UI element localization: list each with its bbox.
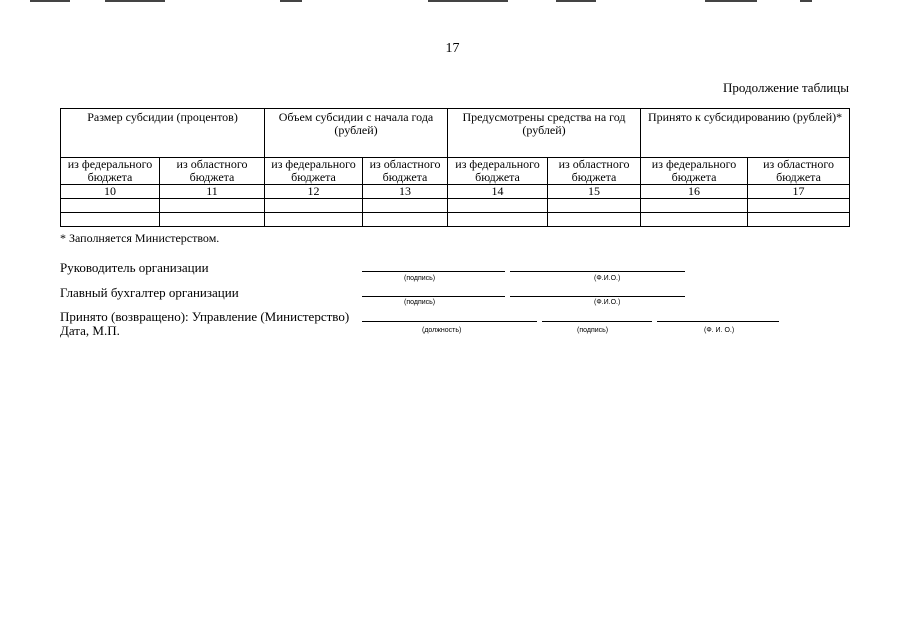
table-group-header-row (61, 109, 850, 158)
scan-artifact-line (800, 0, 812, 2)
table-cell (363, 199, 448, 213)
accepted-position-line (362, 321, 537, 322)
group-header-accepted: Принято к субсидированию (рублей)* (641, 109, 850, 158)
column-number: 16 (641, 185, 748, 199)
column-number: 15 (548, 185, 641, 199)
column-number: 10 (61, 185, 160, 199)
table-row (61, 199, 850, 213)
date-label: Дата, М.П. (60, 323, 120, 338)
accepted-name-line (657, 321, 779, 322)
head-label: Руководитель организации (60, 260, 209, 275)
subheader-federal: из федерального бюджета (61, 158, 160, 185)
group-header-planned-funds: Предусмотрены средства на год (рублей) (448, 109, 641, 158)
column-number: 13 (363, 185, 448, 199)
table-cell (265, 199, 363, 213)
table-cell (448, 213, 548, 227)
accepted-name-caption: (Ф. И. О.) (704, 327, 735, 334)
scan-artifact-line (280, 0, 302, 2)
continuation-label: Продолжение таблицы (723, 80, 849, 95)
subheader-federal: из федерального бюджета (448, 158, 548, 185)
accountant-signature-line (362, 296, 505, 297)
subheader-regional: из областного бюджета (548, 158, 641, 185)
subheader-federal: из федерального бюджета (641, 158, 748, 185)
footnote: * Заполняется Министерством. (60, 231, 220, 245)
table-row (61, 213, 850, 227)
accountant-name-caption: (Ф.И.О.) (594, 299, 621, 306)
table-cell (61, 199, 160, 213)
subheader-regional: из областного бюджета (363, 158, 448, 185)
accepted-signature-line (542, 321, 652, 322)
group-header-subsidy-volume: Объем субсидии с начала года (рублей) (265, 109, 448, 158)
column-number: 11 (160, 185, 265, 199)
scan-artifact-line (556, 0, 596, 2)
table-cell (363, 213, 448, 227)
column-number: 14 (448, 185, 548, 199)
subheader-regional: из областного бюджета (748, 158, 850, 185)
head-name-line (510, 271, 685, 272)
accountant-sign-caption: (подпись) (404, 299, 436, 306)
head-name-caption: (Ф.И.О.) (594, 275, 621, 282)
accountant-label: Главный бухгалтер организации (60, 285, 239, 300)
table-cell (748, 199, 850, 213)
table-cell (641, 199, 748, 213)
column-number-row (61, 185, 850, 199)
table-cell (548, 199, 641, 213)
scan-artifact-line (705, 0, 757, 2)
page-number: 17 (445, 41, 460, 56)
table-cell (748, 213, 850, 227)
column-number: 17 (748, 185, 850, 199)
subsidy-table (60, 108, 850, 227)
table-cell (448, 199, 548, 213)
table-cell (641, 213, 748, 227)
group-header-subsidy-percent: Размер субсидии (процентов) (61, 109, 265, 158)
table-cell (548, 213, 641, 227)
head-signature-line (362, 271, 505, 272)
accepted-label: Принято (возвращено): Управление (Министерство) (60, 309, 350, 324)
table-subheader-row (61, 158, 850, 185)
scan-artifact-line (105, 0, 165, 2)
scan-artifact-line (30, 0, 70, 2)
column-number: 12 (265, 185, 363, 199)
head-sign-caption: (подпись) (404, 275, 436, 282)
accepted-position-caption: (должность) (422, 327, 462, 334)
table-cell (61, 213, 160, 227)
table-cell (160, 199, 265, 213)
subheader-federal: из федерального бюджета (265, 158, 363, 185)
scan-artifact-line (428, 0, 508, 2)
accountant-name-line (510, 296, 685, 297)
accepted-sign-caption: (подпись) (577, 327, 609, 334)
table-cell (160, 213, 265, 227)
subheader-regional: из областного бюджета (160, 158, 265, 185)
table-cell (265, 213, 363, 227)
